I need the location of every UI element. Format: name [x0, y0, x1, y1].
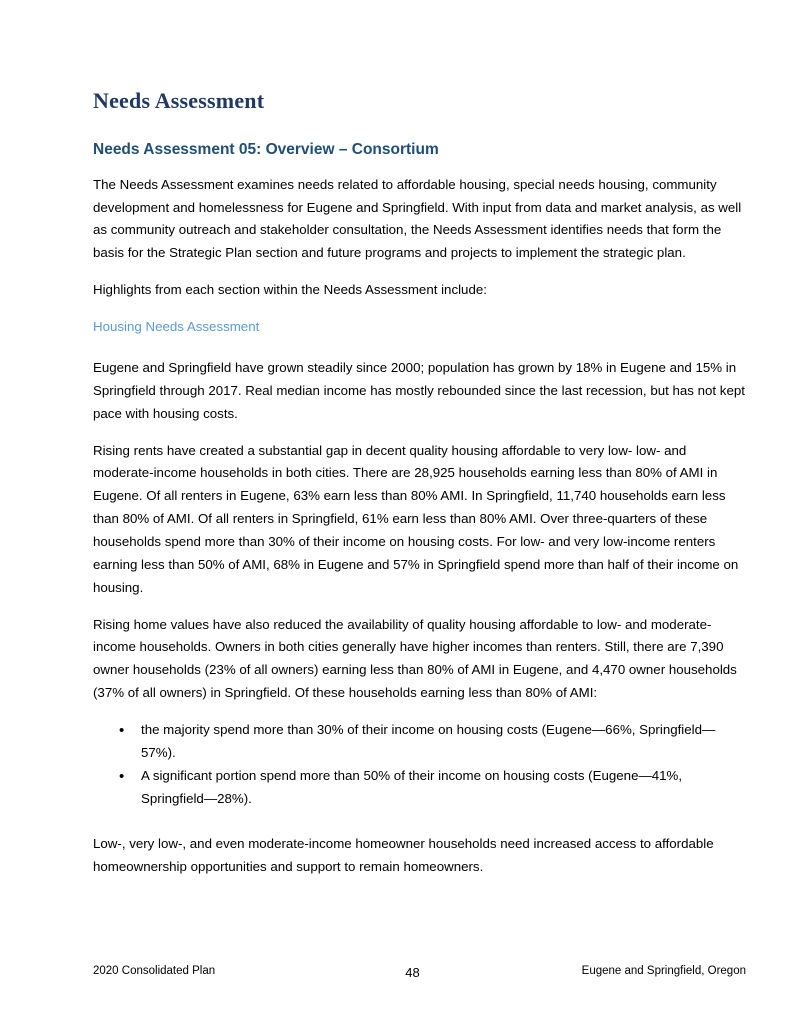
list-item: • the majority spend more than 30% of their income on housing costs (Eugene—66%, Springfield—57%).: [141, 719, 746, 765]
subheading-housing-needs-assessment: Housing Needs Assessment: [93, 319, 260, 335]
paragraph-closing: Low-, very low-, and even moderate-income homeowner households need increased access to affordable homeownership opportunities and support to remain homeowners.: [93, 836, 714, 875]
page-footer: [93, 965, 746, 980]
bullet-list: [93, 719, 746, 810]
paragraph-rising-rents: Rising rents have created a substantial gap in decent quality housing affordable to very low- low- and moderate-income households in both cities. There are 28,925 households earning less than 80% of AMI in Eugene. Of all renters in Eugene, 63% earn less than 80% AMI. In Springfield, 11,740 households earn less than 80% of AMI. Of all renters in Springfield, 61% earn less than 80% AMI. Over three-quarters of these households spend more than 30% of their income on housing costs. For low- and very low-income renters earning less than 50% of AMI, 68% in Eugene and 57% in Springfield spend more than half of their income on housing.: [93, 442, 739, 595]
footer-left-text: 2020 Consolidated Plan: [93, 965, 216, 977]
footer-right-text: Eugene and Springfield, Oregon: [581, 965, 746, 977]
spacer: [93, 824, 746, 833]
paragraph-highlights-lead: Highlights from each section within the Needs Assessment include:: [93, 282, 487, 298]
paragraph-intro: The Needs Assessment examines needs related to affordable housing, special needs housing, community development and homelessness for Eugene and Springfield. With input from data and market analysis, as well as community outreach and stakeholder consultation, the Needs Assessment identifies needs that form the basis for the Strategic Plan section and future programs and projects to implement the strategic plan.: [93, 176, 742, 261]
footer-page-number: 48: [405, 965, 420, 980]
section-heading: Needs Assessment 05: Overview – Consortium: [93, 141, 439, 159]
list-item: • A significant portion spend more than 50% of their income on housing costs (Eugene—41%, Springfield—28%).: [141, 765, 746, 811]
page-title: Needs Assessment: [93, 88, 265, 113]
paragraph-home-values: Rising home values have also reduced the availability of quality housing affordable to low- and moderate-income households. Owners in both cities generally have higher incomes than renters. Still, there are 7,390 owner households (23% of all owners) earning less than 80% of AMI in Eugene, and 4,470 owner households (37% of all owners) in Springfield. Of these households earning less than 80% of AMI:: [93, 616, 737, 701]
paragraph-growth: Eugene and Springfield have grown steadily since 2000; population has grown by 18% in Eugene and 15% in Springfield through 2017. Real median income has mostly rebounded since the last recession, but has not kept pace with housing costs.: [93, 359, 745, 421]
